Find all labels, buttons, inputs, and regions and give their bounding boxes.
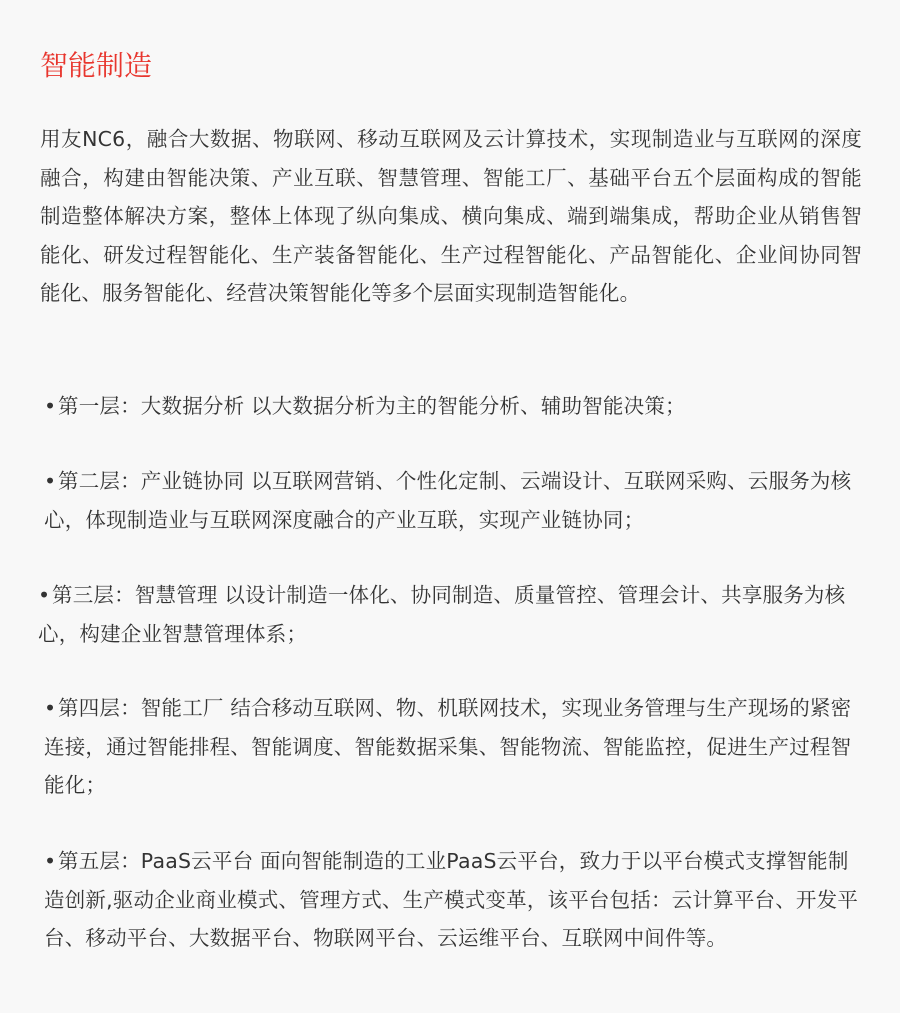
bullet-icon: •: [44, 469, 57, 493]
bullet-icon: •: [44, 394, 57, 418]
bullet-icon: •: [44, 849, 57, 873]
layer-item-2: [44, 462, 866, 539]
layer-3-name: 第三层：智慧管理: [52, 583, 218, 607]
page-title: 智能制造: [40, 49, 153, 82]
layer-3-desc: 以设计制造一体化、协同制造、质量管控、管理会计、共享服务为核心，构建企业智慧管理体系；: [38, 583, 846, 646]
layer-item-3: [38, 576, 862, 653]
layer-item-4: [44, 689, 862, 805]
layer-2-name: 第二层：产业链协同: [58, 469, 245, 493]
layer-item-1: [44, 387, 866, 426]
layer-1-name: 第一层：大数据分析: [58, 394, 245, 418]
layer-4-name: 第四层：智能工厂: [58, 696, 224, 720]
bullet-icon: •: [38, 583, 51, 607]
layer-item-5: [44, 842, 862, 958]
intro-paragraph: 用友NC6，融合大数据、物联网、移动互联网及云计算技术，实现制造业与互联网的深度融合，构建由智能决策、产业互联、智慧管理、智能工厂、基础平台五个层面构成的智能制造整体解决方案，整体上体现了纵向集成、横向集成、端到端集成，帮助企业从销售智能化、研发过程智能化、生产装备智能化、生产过程智能化、产品智能化、企业间协同智能化、服务智能化、经营决策智能化等多个层面实现制造智能化。: [40, 127, 862, 305]
layer-5-desc: 面向智能制造的工业PaaS云平台，致力于以平台模式支撑智能制造创新,驱动企业商业模式、管理方式、生产模式变革，该平台包括：云计算平台、开发平台、移动平台、大数据平台、物联网平台、云运维平台、互联网中间件等。: [44, 849, 859, 950]
layer-1-desc: 以大数据分析为主的智能分析、辅助智能决策；: [251, 394, 686, 418]
bullet-icon: •: [44, 696, 57, 720]
layer-4-desc: 结合移动互联网、物、机联网技术，实现业务管理与生产现场的紧密连接，通过智能排程、智能调度、智能数据采集、智能物流、智能监控，促进生产过程智能化；: [44, 696, 852, 797]
layer-5-name: 第五层：PaaS云平台: [58, 849, 254, 873]
layer-2-desc: 以互联网营销、个性化定制、云端设计、互联网采购、云服务为核心，体现制造业与互联网深度融合的产业互联，实现产业链协同；: [44, 469, 852, 532]
